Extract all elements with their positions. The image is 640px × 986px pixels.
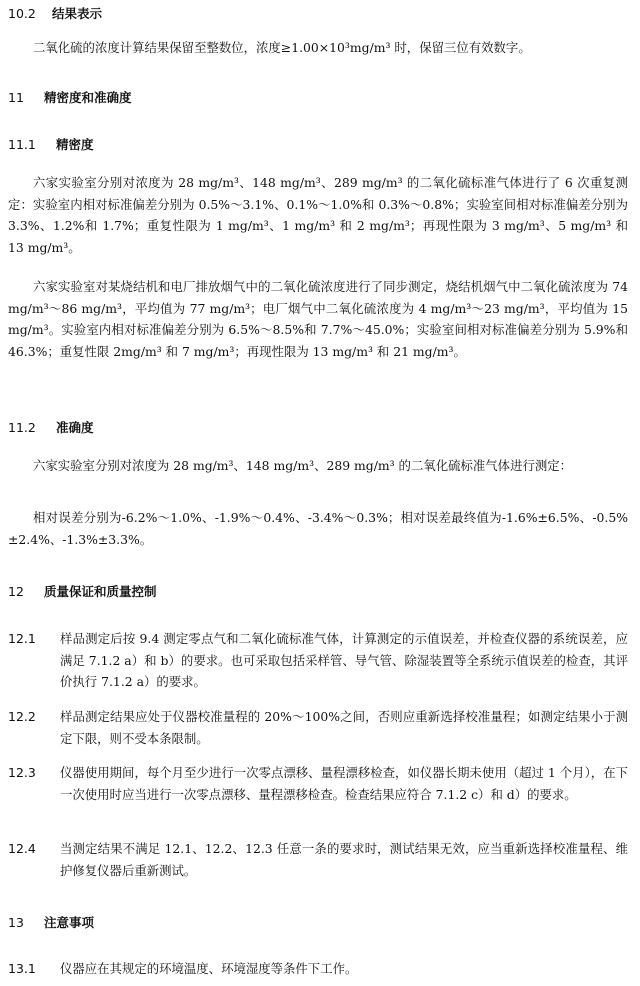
accuracy-paragraph-1: 六家实验室分别对浓度为 28 mg/m³、148 mg/m³、289 mg/m³ 的二氧化硫标准气体进行测定： <box>33 458 573 473</box>
section-number: 11 <box>8 90 24 105</box>
precision-paragraph-2: 六家实验室对某烧结机和电厂排放烟气中的二氧化硫浓度进行了同步测定，烧结机烟气中二氧化硫浓度为 74 mg/m³～86 mg/m³，平均值为 77 mg/m³；电厂烟气中二氧化硫浓度为 4 mg/m³～23 mg/m³，平均值为 15 mg/m³。实验室内相对标准偏差分别为 6.5%～8.5%和 7.7%～45.0%；实验室间相对标准偏差分别为 5.9%和 46.3%；重复性限 2mg/m³ 和 7 mg/m³；再现性限为 13 mg/m³ 和 21 mg/m³。 <box>8 279 628 359</box>
section-heading-10-2 <box>8 4 102 22</box>
item-number: 12.3 <box>8 765 36 780</box>
result-paragraph: 二氧化硫的浓度计算结果保留至整数位，浓度≥1.00×10³mg/m³ 时，保留三位有效数字。 <box>33 40 531 55</box>
item-number: 13.1 <box>8 961 36 976</box>
qc-item-12-2 <box>8 706 628 750</box>
section-title: 结果表示 <box>52 6 103 21</box>
note-item-13-1 <box>8 958 628 980</box>
item-text: 样品测定后按 9.4 测定零点气和二氧化硫标准气体，计算测定的示值误差，并检查仪器的系统误差，应满足 7.1.2 a）和 b）的要求。也可采取包括采样管、导气管、除湿装置等全系统示值误差的检查，其评价执行 7.1.2 a）的要求。 <box>60 631 628 689</box>
section-number: 11.1 <box>8 137 36 152</box>
precision-paragraph-1: 六家实验室分别对浓度为 28 mg/m³、148 mg/m³、289 mg/m³ 的二氧化硫标准气体进行了 6 次重复测定：实验室内相对标准偏差分别为 0.5%～3.1%、0.1%～1.0%和 0.3%～0.8%；实验室间相对标准偏差分别为 3.3%、1.2%和 1.7%；重复性限为 1 mg/m³、1 mg/m³ 和 2 mg/m³；再现性限为 3 mg/m³、5 mg/m³ 和 13 mg/m³。 <box>8 175 628 255</box>
qc-item-12-1 <box>8 628 628 694</box>
item-text: 当测定结果不满足 12.1、12.2、12.3 任意一条的要求时，测试结果无效，应当重新选择校准量程、维护修复仪器后重新测试。 <box>60 841 628 878</box>
section-title: 质量保证和质量控制 <box>44 584 157 599</box>
item-text: 仪器应在其规定的环境温度、环境湿度等条件下工作。 <box>60 961 358 976</box>
section-title: 准确度 <box>56 420 94 435</box>
item-text: 样品测定结果应处于仪器校准量程的 20%～100%之间，否则应重新选择校准量程；如测定结果小于测定下限，则不受本条限制。 <box>60 709 628 746</box>
section-number: 13 <box>8 915 24 930</box>
section-title: 精密度 <box>56 137 94 152</box>
qc-item-12-4 <box>8 838 628 882</box>
section-number: 10.2 <box>8 6 36 21</box>
item-number: 12.2 <box>8 709 36 724</box>
section-heading-13 <box>8 913 94 931</box>
item-number: 12.1 <box>8 631 36 646</box>
accuracy-paragraph-2: 相对误差分别为-6.2%～1.0%、-1.9%～0.4%、-3.4%～0.3%；相对误差最终值为-1.6%±6.5%、-0.5%±2.4%、-1.3%±3.3%。 <box>8 510 628 547</box>
section-heading-11-2 <box>8 418 94 436</box>
item-text: 仪器使用期间，每个月至少进行一次零点漂移、量程漂移检查，如仪器长期未使用（超过 1 个月），在下一次使用时应当进行一次零点漂移、量程漂移检查。检查结果应符合 7.1.2 c）和 d）的要求。 <box>60 765 628 802</box>
section-heading-11-1 <box>8 135 94 153</box>
section-number: 12 <box>8 584 24 599</box>
section-heading-11 <box>8 88 132 106</box>
section-number: 11.2 <box>8 420 36 435</box>
section-title: 精密度和准确度 <box>44 90 132 105</box>
section-title: 注意事项 <box>44 915 95 930</box>
qc-item-12-3 <box>8 762 628 828</box>
section-heading-12 <box>8 582 157 600</box>
item-number: 12.4 <box>8 841 36 856</box>
